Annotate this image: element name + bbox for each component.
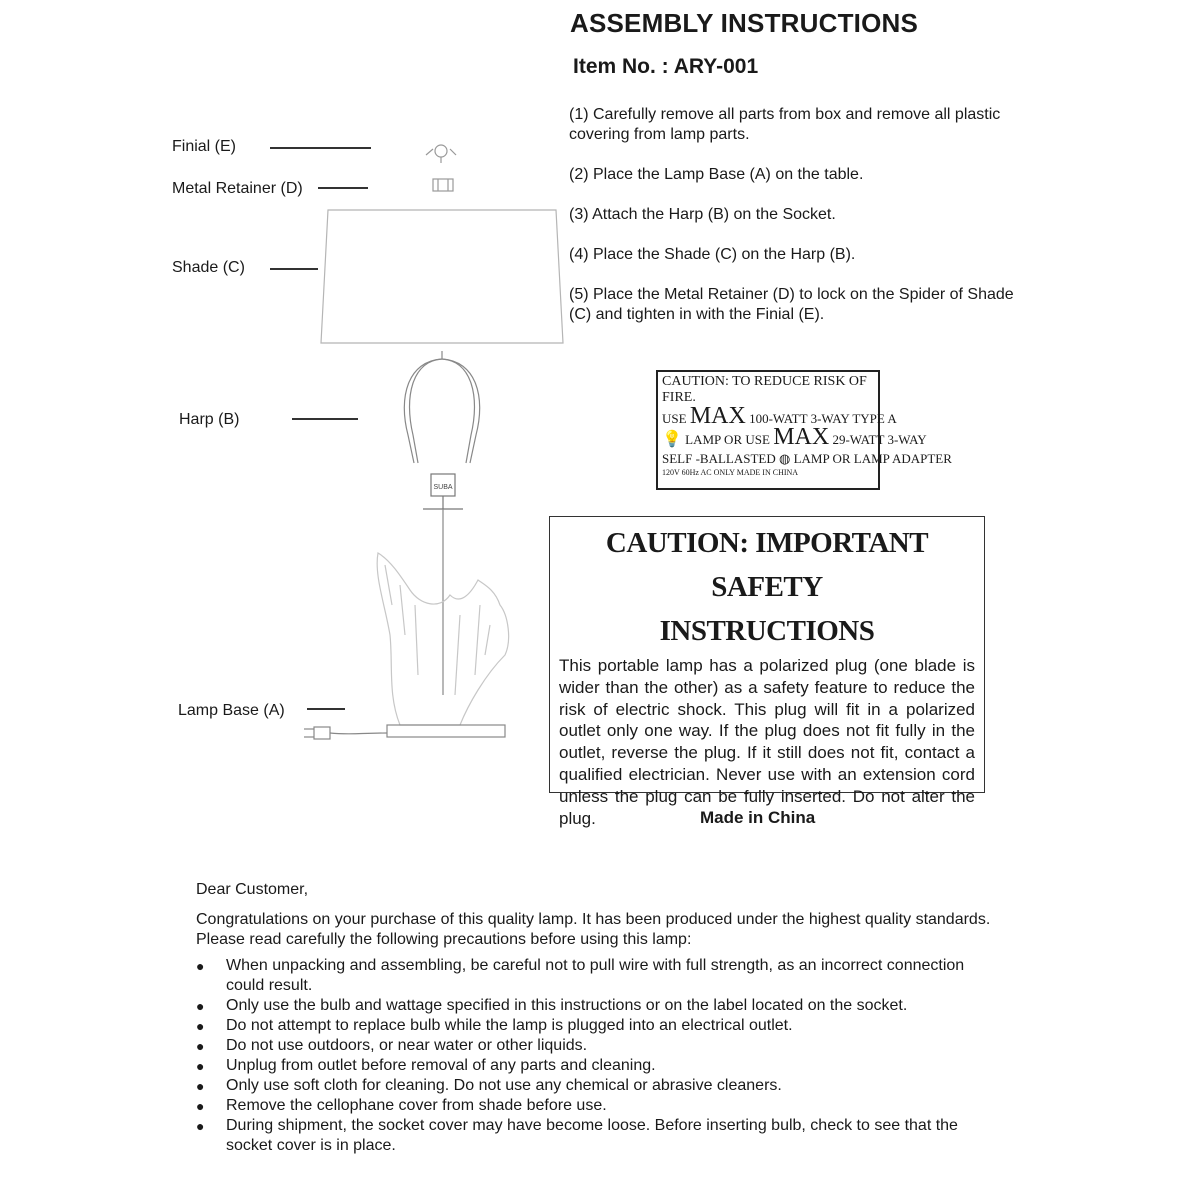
list-item: ● Do not use outdoors, or near water or other liquids.	[196, 1036, 996, 1056]
list-item: ● Only use soft cloth for cleaning. Do not use any chemical or abrasive cleaners.	[196, 1076, 996, 1096]
page-title: ASSEMBLY INSTRUCTIONS	[570, 8, 919, 38]
finial-icon	[426, 145, 456, 163]
harp-icon	[404, 351, 479, 463]
base-plate-icon	[387, 725, 505, 737]
list-item: ● Unplug from outlet before removal of any parts and cleaning.	[196, 1056, 996, 1076]
warning-line-4: SELF -BALLASTED	[662, 451, 776, 466]
step-2: (2) Place the Lamp Base (A) on the table.	[569, 166, 864, 183]
precautions-list	[196, 956, 996, 1156]
warning-line-4-rest: LAMP OR LAMP ADAPTER	[793, 451, 952, 466]
step-5: (5) Place the Metal Retainer (D) to lock on the Spider of Shade (C) and tighten in with the Finial (E).	[569, 286, 1014, 323]
assembly-steps	[569, 105, 1019, 345]
warning-line-3: 29-WATT 3-WAY	[832, 432, 927, 447]
list-item: ● Only use the bulb and wattage specified in this instructions or on the label located on the socket.	[196, 996, 996, 1016]
label-harp: Harp (B)	[179, 411, 240, 428]
letter-intro: Congratulations on your purchase of this quality lamp. It has been produced under the highest quality standards. Please read carefully the following precautions before using this lamp:	[196, 911, 991, 948]
shade-icon	[321, 210, 563, 343]
caution-body: This portable lamp has a polarized plug (one blade is wider than the other) as a safety feature to reduce the risk of electric shock. This plug will fit in a polarized outlet only one way. If the plug does not fit fully in the outlet, reverse the plug. If it still does not fit, contact a qualified electrician. Never use with an extension cord unless the plug can be fully inserted. Do not alter the plug.	[559, 656, 975, 828]
list-item: ● Do not attempt to replace bulb while the lamp is plugged into an electrical outlet.	[196, 1016, 996, 1036]
warning-line-1: CAUTION: TO REDUCE RISK OF FIRE.	[662, 374, 867, 405]
step-3: (3) Attach the Harp (B) on the Socket.	[569, 206, 836, 223]
label-finial: Finial (E)	[172, 138, 237, 155]
wattage-warning-label	[656, 370, 952, 490]
list-item: ● During shipment, the socket cover may have become loose. Before inserting bulb, check to see that the socket cover is in place.	[196, 1116, 996, 1156]
list-item: ● When unpacking and assembling, be careful not to pull wire with full strength, as an incorrect connection could result.	[196, 956, 996, 996]
label-retainer: Metal Retainer (D)	[172, 180, 303, 197]
warning-max-1: MAX	[689, 403, 746, 429]
warning-line-5: 120V 60Hz AC ONLY MADE IN CHINA	[662, 468, 799, 477]
customer-letter	[196, 880, 996, 1156]
lamp-diagram	[290, 135, 580, 745]
step-1: (1) Carefully remove all parts from box and remove all plastic covering from lamp parts.	[569, 106, 1001, 143]
step-4: (4) Place the Shade (C) on the Harp (B).	[569, 246, 856, 263]
made-in-china: Made in China	[700, 808, 816, 827]
socket-label: SUBA	[433, 484, 453, 491]
retainer-icon	[433, 179, 453, 191]
caution-heading-1: CAUTION: IMPORTANT SAFETY	[605, 527, 929, 603]
label-base: Lamp Base (A)	[178, 702, 285, 719]
warning-max-2: MAX	[773, 424, 830, 450]
cfl-bulb-icon: ◍	[779, 451, 791, 466]
warning-use: USE	[662, 411, 687, 426]
bulb-icon: 💡	[662, 431, 682, 448]
list-item: ● Remove the cellophane cover from shade before use.	[196, 1096, 996, 1116]
letter-greeting: Dear Customer,	[196, 881, 309, 898]
plug-icon	[304, 727, 387, 739]
label-shade: Shade (C)	[172, 259, 245, 276]
socket-icon	[423, 474, 463, 509]
caution-heading-2: INSTRUCTIONS	[659, 615, 875, 647]
item-number: Item No. : ARY-001	[573, 55, 759, 78]
warning-line-2: 100-WATT 3-WAY TYPE A	[749, 411, 897, 426]
warning-lamp-or-use: LAMP OR USE	[685, 432, 770, 447]
